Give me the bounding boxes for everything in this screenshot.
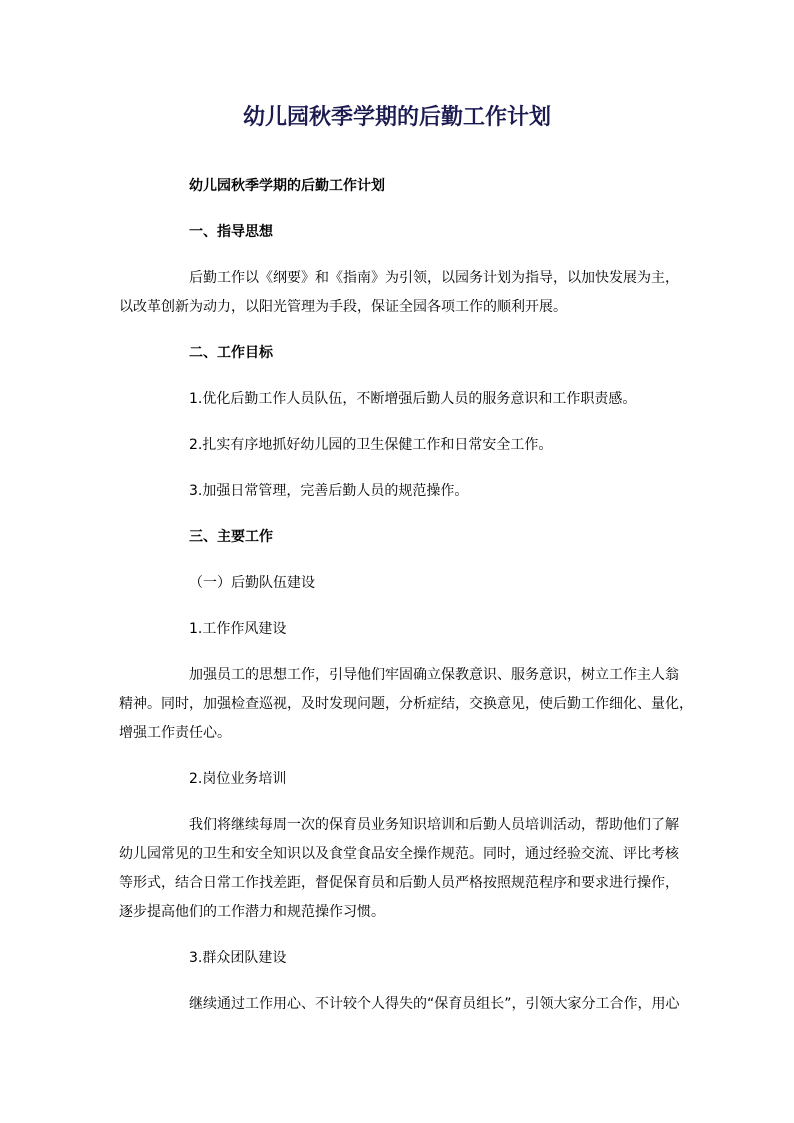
paragraph-line: 后勤工作以《纲要》和《指南》为引领，以园务计划为指导，以加快发展为主， bbox=[189, 270, 679, 286]
paragraph-line: 以改革创新为动力，以阳光管理为手段，保证全园各项工作的顺利开展。 bbox=[119, 299, 567, 315]
paragraph-line: 加强员工的思想工作，引导他们牢固确立保教意识、服务意识，树立工作主人翁 bbox=[189, 667, 679, 683]
paragraph-job-training bbox=[119, 811, 679, 927]
paragraph-line: 幼儿园常见的卫生和安全知识以及食堂食品安全操作规范。同时，通过经验交流、评比考核 bbox=[119, 846, 679, 862]
subtitle: 幼儿园秋季学期的后勤工作计划 bbox=[189, 178, 385, 194]
paragraph-team-building bbox=[119, 990, 679, 1019]
goal-item-1: 1.优化后勤工作人员队伍，不断增强后勤人员的服务意识和工作职责感。 bbox=[189, 391, 637, 407]
goal-item-3: 3.加强日常管理，完善后勤人员的规范操作。 bbox=[189, 483, 469, 499]
document-title: 幼儿园秋季学期的后勤工作计划 bbox=[242, 104, 551, 130]
paragraph-line: 等形式，结合日常工作找差距，督促保育员和后勤人员严格按照规范程序和要求进行操作， bbox=[119, 875, 679, 891]
goal-item-2: 2.扎实有序地抓好幼儿园的卫生保健工作和日常安全工作。 bbox=[189, 437, 553, 453]
paragraph-line: 继续通过工作用心、不计较个人得失的“保育员组长”，引领大家分工合作，用心 bbox=[189, 996, 680, 1012]
paragraph-line: 我们将继续每周一次的保育员业务知识培训和后勤人员培训活动，帮助他们了解 bbox=[189, 817, 679, 833]
item-heading-team-building: 3.群众团队建设 bbox=[189, 950, 287, 966]
subsection-heading-logistics-team: （一）后勤队伍建设 bbox=[189, 575, 315, 591]
item-heading-work-style: 1.工作作风建设 bbox=[189, 621, 287, 637]
section-heading-main-work: 三、主要工作 bbox=[189, 529, 273, 545]
paragraph-guiding-thought bbox=[119, 264, 679, 322]
paragraph-line: 精神。同时，加强检查巡视，及时发现问题，分析症结，交换意见，使后勤工作细化、量化， bbox=[119, 696, 693, 712]
paragraph-line: 增强工作责任心。 bbox=[119, 725, 231, 741]
item-heading-job-training: 2.岗位业务培训 bbox=[189, 771, 287, 787]
paragraph-line: 逐步提高他们的工作潜力和规范操作习惯。 bbox=[119, 904, 385, 920]
paragraph-work-style bbox=[119, 661, 693, 748]
section-heading-work-goals: 二、工作目标 bbox=[189, 345, 273, 361]
section-heading-guiding-thought: 一、指导思想 bbox=[189, 224, 273, 240]
document-body bbox=[119, 172, 693, 1019]
